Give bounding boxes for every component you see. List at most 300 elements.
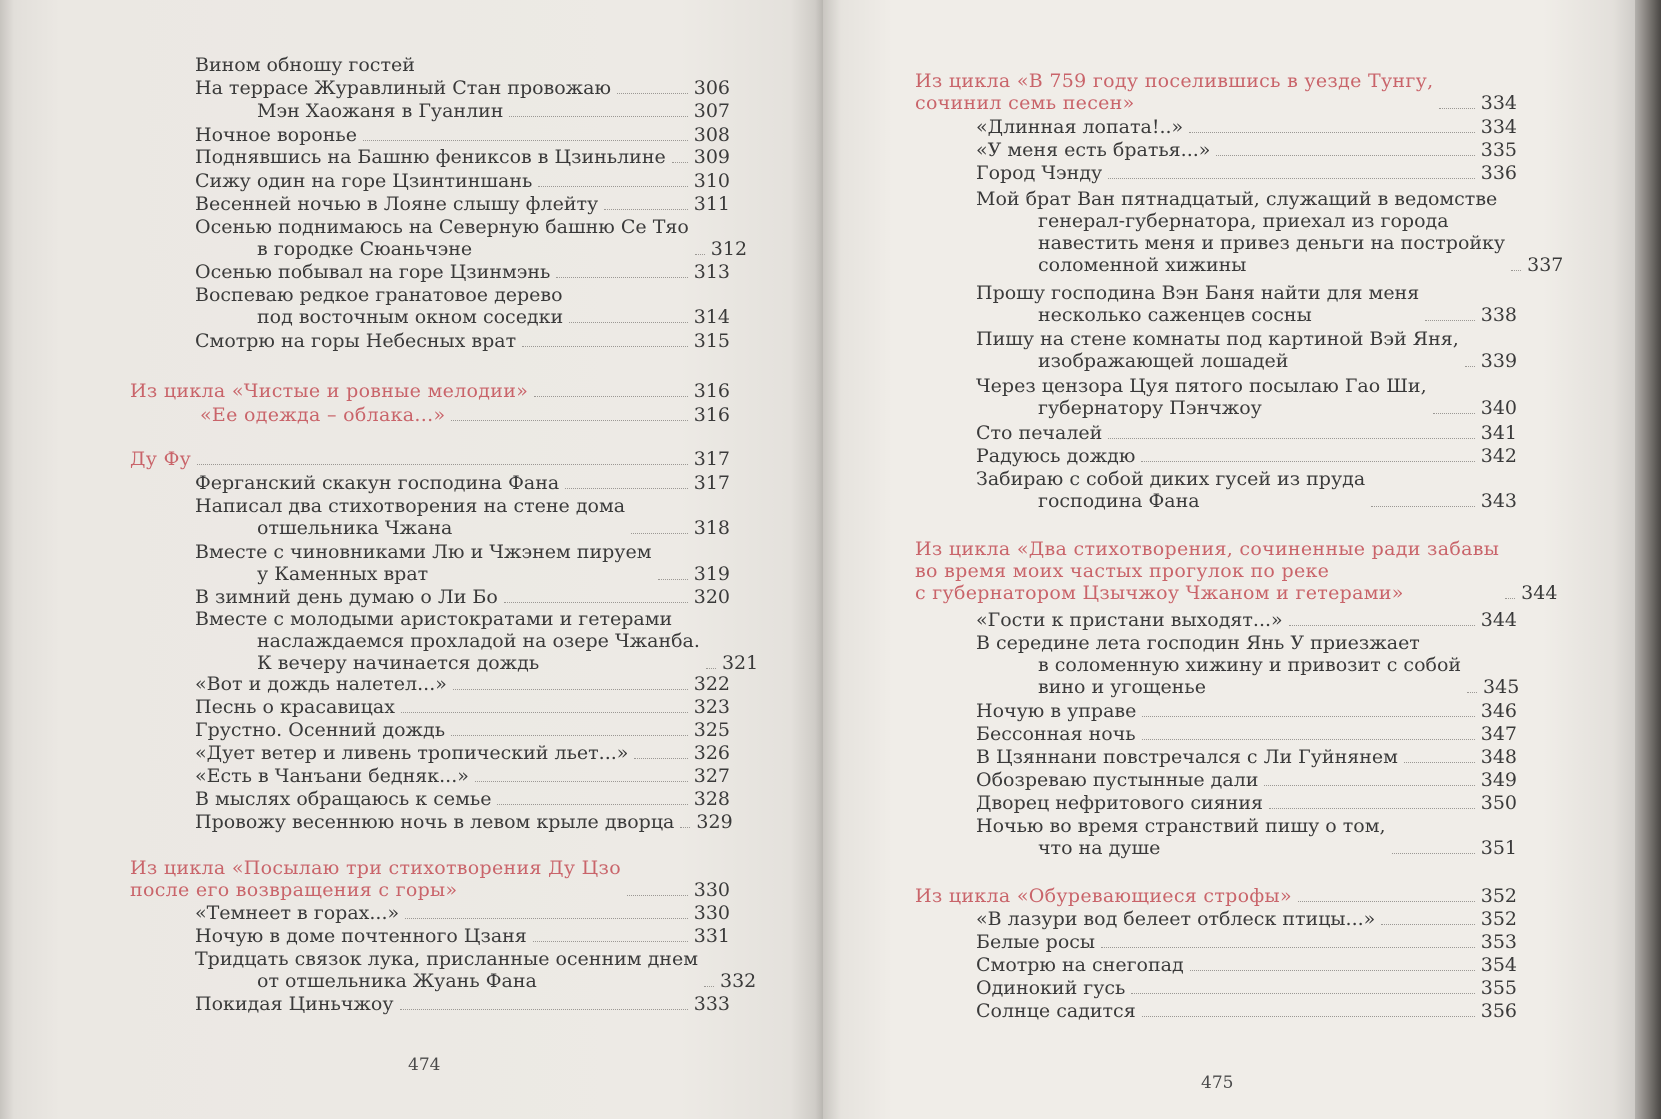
toc-entry-title bbox=[195, 495, 625, 539]
toc-entry-line: от отшельника Жуань Фана bbox=[257, 970, 537, 992]
toc-entry bbox=[976, 977, 1517, 999]
toc-entry-title bbox=[976, 977, 1125, 999]
toc-entry-line: навестить меня и привез деньги на постройку bbox=[1038, 232, 1506, 254]
toc-entry-title bbox=[195, 54, 415, 76]
dot-leader bbox=[1269, 808, 1475, 809]
toc-entry-line: В Цзяннани повстречался с Ли Гуйнянем bbox=[976, 746, 1398, 768]
toc-entry bbox=[195, 811, 733, 833]
dot-leader bbox=[538, 186, 687, 187]
toc-entry bbox=[976, 1000, 1517, 1022]
toc-entry-title bbox=[195, 765, 469, 787]
toc-entry-line: Сто печалей bbox=[976, 422, 1103, 444]
toc-entry-title bbox=[195, 673, 447, 695]
toc-entry-title bbox=[195, 993, 394, 1015]
toc-entry bbox=[976, 792, 1517, 814]
toc-entry-title bbox=[195, 541, 652, 585]
toc-entry bbox=[200, 404, 730, 426]
toc-entry-line: Из цикла «Обуревающиеся строфы» bbox=[915, 885, 1292, 907]
toc-page-number: 334 bbox=[1480, 92, 1517, 114]
toc-entry-line: В середине лета господин Янь У приезжает bbox=[976, 632, 1420, 654]
dot-leader bbox=[1433, 413, 1475, 414]
toc-entry-line: у Каменных врат bbox=[257, 563, 429, 585]
toc-page-number: 318 bbox=[693, 517, 730, 539]
dot-leader bbox=[680, 827, 690, 828]
dot-leader bbox=[565, 488, 688, 489]
toc-entry bbox=[195, 54, 730, 76]
toc-entry-line: Радуюсь дождю bbox=[976, 445, 1136, 467]
dot-leader bbox=[1190, 970, 1475, 971]
toc-entry-line: Из цикла «В 759 году поселившись в уезде Тунгу, bbox=[915, 70, 1434, 92]
toc-entry-line: Ду Фу bbox=[130, 448, 192, 470]
toc-entry bbox=[195, 993, 730, 1015]
toc-entry-line: вино и угощенье bbox=[1038, 676, 1206, 698]
dot-leader bbox=[522, 346, 688, 347]
toc-page-number: 330 bbox=[693, 902, 730, 924]
toc-entry bbox=[195, 261, 730, 283]
toc-entry-title bbox=[195, 742, 628, 764]
dot-leader bbox=[1404, 762, 1475, 763]
toc-entry-line: Из цикла «Посылаю три стихотворения Ду Цзо bbox=[130, 857, 621, 879]
dot-leader bbox=[1142, 739, 1475, 740]
dot-leader bbox=[1298, 901, 1475, 902]
toc-entry bbox=[976, 723, 1517, 745]
toc-entry-line: в соломенную хижину и привозит с собой bbox=[1038, 654, 1462, 676]
toc-entry-title bbox=[976, 445, 1135, 467]
toc-entry-line: несколько саженцев сосны bbox=[1038, 304, 1312, 326]
toc-entry bbox=[195, 948, 757, 992]
toc-page-number: 353 bbox=[1480, 931, 1517, 953]
dot-leader bbox=[1392, 853, 1475, 854]
toc-entry-line: На террасе Журавлиный Стан провожаю bbox=[195, 77, 612, 99]
toc-entry-line: изображающей лошадей bbox=[1038, 350, 1289, 372]
toc-entry-line: в городке Сюаньчэне bbox=[257, 238, 473, 260]
toc-entry-line: генерал-губернатора, приехал из города bbox=[1038, 210, 1449, 232]
toc-entry-title bbox=[195, 216, 689, 260]
page-edge-shadow bbox=[1635, 0, 1661, 1119]
toc-page-number: 315 bbox=[693, 330, 730, 352]
toc-entry bbox=[195, 77, 730, 99]
toc-entry bbox=[976, 609, 1517, 631]
toc-entry bbox=[976, 954, 1517, 976]
toc-entry-line: Солнце садится bbox=[976, 1000, 1136, 1022]
toc-entry-line: «Гости к пристани выходят...» bbox=[976, 609, 1283, 631]
dot-leader bbox=[197, 464, 688, 465]
dot-leader bbox=[604, 209, 688, 210]
toc-entry-title bbox=[976, 746, 1398, 768]
toc-entry-line: после его возвращения с горы» bbox=[130, 879, 458, 901]
toc-page-number: 321 bbox=[721, 652, 759, 674]
toc-entry-line: Мэн Хаожаня в Гуанлин bbox=[257, 100, 504, 122]
toc-entry-line: сочинил семь песен» bbox=[915, 92, 1135, 114]
toc-entry bbox=[195, 216, 748, 260]
toc-entry-line: Из цикла «Чистые и ровные мелодии» bbox=[130, 380, 529, 402]
toc-entry-line: наслаждаемся прохладой на озере Чжанба. bbox=[257, 630, 700, 652]
dot-leader bbox=[569, 322, 688, 323]
toc-entry-title bbox=[195, 948, 698, 992]
toc-page-number: 312 bbox=[710, 238, 748, 260]
toc-entry-line: Из цикла «Два стихотворения, сочиненные ради забавы bbox=[915, 538, 1500, 560]
toc-entry-title bbox=[130, 380, 528, 402]
toc-entry-title bbox=[195, 330, 516, 352]
toc-entry bbox=[976, 422, 1517, 444]
toc-entry-line: К вечеру начинается дождь bbox=[257, 652, 540, 674]
toc-entry-title bbox=[976, 700, 1136, 722]
toc-page-number: 344 bbox=[1480, 609, 1517, 631]
toc-entry bbox=[976, 445, 1517, 467]
toc-entry-line: Город Чэнду bbox=[976, 162, 1103, 184]
dot-leader bbox=[1467, 692, 1477, 693]
toc-entry-title bbox=[976, 769, 1258, 791]
toc-page-number: 308 bbox=[693, 124, 730, 146]
toc-entry-title bbox=[915, 538, 1499, 604]
dot-leader bbox=[533, 941, 688, 942]
toc-entry bbox=[976, 139, 1517, 161]
toc-page-number: 307 bbox=[693, 100, 730, 122]
toc-entry-title bbox=[976, 162, 1102, 184]
toc-entry-line: «У меня есть братья...» bbox=[976, 139, 1211, 161]
dot-leader bbox=[556, 277, 687, 278]
toc-page-number: 322 bbox=[693, 673, 730, 695]
toc-page-number: 313 bbox=[693, 261, 730, 283]
toc-entry bbox=[976, 328, 1517, 372]
toc-page-number: 337 bbox=[1527, 254, 1564, 276]
dot-leader bbox=[1216, 155, 1474, 156]
toc-entry bbox=[976, 908, 1517, 930]
toc-entry bbox=[195, 100, 730, 122]
dot-leader bbox=[1108, 178, 1475, 179]
dot-leader bbox=[363, 140, 688, 141]
toc-page-number: 328 bbox=[693, 788, 730, 810]
toc-entry-title bbox=[195, 696, 395, 718]
toc-entry bbox=[976, 746, 1517, 768]
toc-entry-line: соломенной хижины bbox=[1038, 254, 1247, 276]
toc-entry-title bbox=[976, 954, 1184, 976]
toc-entry-line: «Вот и дождь налетел...» bbox=[195, 673, 447, 695]
toc-entry bbox=[976, 815, 1517, 859]
toc-entry bbox=[195, 925, 730, 947]
toc-entry-title bbox=[976, 815, 1386, 859]
dot-leader bbox=[1289, 625, 1475, 626]
toc-section-heading bbox=[915, 538, 1558, 604]
toc-entry-title bbox=[976, 375, 1427, 419]
toc-entry-line: Бессонная ночь bbox=[976, 723, 1136, 745]
toc-entry-title bbox=[976, 908, 1375, 930]
toc-entry-line: «Темнеет в горах...» bbox=[195, 902, 400, 924]
toc-entry-line: Песнь о красавицах bbox=[195, 696, 395, 718]
toc-entry-title bbox=[130, 448, 191, 470]
toc-entry-title bbox=[976, 188, 1505, 276]
toc-entry-title bbox=[195, 261, 550, 283]
toc-entry-line: В зимний день думаю о Ли Бо bbox=[195, 586, 498, 608]
toc-entry-title bbox=[195, 902, 399, 924]
dot-leader bbox=[1425, 320, 1475, 321]
toc-entry bbox=[195, 495, 730, 539]
toc-entry bbox=[976, 700, 1517, 722]
toc-entry bbox=[195, 742, 730, 764]
toc-entry-title bbox=[195, 925, 527, 947]
toc-entry-title bbox=[195, 586, 498, 608]
toc-page-number: 352 bbox=[1480, 885, 1517, 907]
toc-entry bbox=[976, 632, 1520, 698]
toc-entry-title bbox=[195, 100, 503, 122]
dot-leader bbox=[1505, 598, 1515, 599]
toc-page-number: 341 bbox=[1480, 422, 1517, 444]
toc-page-number: 349 bbox=[1480, 769, 1517, 791]
toc-entry-line: во время моих частых прогулок по реке bbox=[915, 560, 1330, 582]
toc-entry-line: Смотрю на снегопад bbox=[976, 954, 1184, 976]
toc-entry-line: Смотрю на горы Небесных врат bbox=[195, 330, 517, 352]
toc-entry-title bbox=[976, 931, 1095, 953]
dot-leader bbox=[631, 533, 688, 534]
toc-page-number: 314 bbox=[693, 306, 730, 328]
toc-entry-title bbox=[195, 193, 598, 215]
toc-page-number: 309 bbox=[693, 146, 730, 168]
dot-leader bbox=[1264, 785, 1474, 786]
toc-entry-line: «Есть в Чанъани бедняк...» bbox=[195, 765, 469, 787]
toc-section-heading bbox=[130, 448, 730, 470]
dot-leader bbox=[634, 758, 687, 759]
toc-entry-title bbox=[976, 632, 1461, 698]
toc-entry-title bbox=[976, 1000, 1136, 1022]
toc-page-number: 325 bbox=[693, 719, 730, 741]
toc-page-number: 323 bbox=[693, 696, 730, 718]
toc-entry-line: «В лазури вод белеет отблеск птицы...» bbox=[976, 908, 1376, 930]
toc-entry-line: Ночное воронье bbox=[195, 124, 357, 146]
toc-entry-line: Поднявшись на Башню фениксов в Цзиньлине bbox=[195, 146, 666, 168]
dot-leader bbox=[1381, 924, 1474, 925]
dot-leader bbox=[704, 986, 714, 987]
toc-page-number: 348 bbox=[1480, 746, 1517, 768]
toc-page-number: 320 bbox=[693, 586, 730, 608]
toc-entry bbox=[976, 116, 1517, 138]
toc-entry-line: Дворец нефритового сияния bbox=[976, 792, 1263, 814]
toc-section-heading bbox=[915, 885, 1517, 907]
toc-entry-title bbox=[195, 608, 700, 674]
dot-leader bbox=[504, 602, 688, 603]
dot-leader bbox=[405, 918, 688, 919]
toc-entry bbox=[195, 608, 759, 674]
toc-entry-title bbox=[195, 124, 357, 146]
toc-entry-line: Пишу на стене комнаты под картиной Вэй Яня, bbox=[976, 328, 1459, 350]
toc-entry-title bbox=[200, 404, 445, 426]
toc-page-number: 336 bbox=[1480, 162, 1517, 184]
toc-entry bbox=[976, 931, 1517, 953]
dot-leader bbox=[1141, 461, 1474, 462]
toc-entry-line: «Длинная лопата!..» bbox=[976, 116, 1184, 138]
toc-entry-line: Вместе с молодыми аристократами и гетерами bbox=[195, 608, 673, 630]
toc-page-number: 332 bbox=[720, 970, 757, 992]
dot-leader bbox=[1511, 270, 1521, 271]
toc-page-number: 339 bbox=[1480, 350, 1518, 372]
toc-entry-line: Вином обношу гостей bbox=[195, 54, 415, 76]
toc-entry-line: «Дует ветер и ливень тропический льет...» bbox=[195, 742, 629, 764]
dot-leader bbox=[400, 1009, 688, 1010]
toc-page-number: 333 bbox=[693, 993, 730, 1015]
toc-entry bbox=[195, 146, 730, 168]
toc-entry bbox=[195, 788, 730, 810]
toc-page-number: 354 bbox=[1480, 954, 1517, 976]
toc-entry-title bbox=[195, 788, 491, 810]
dot-leader bbox=[1465, 366, 1475, 367]
toc-section-heading bbox=[915, 70, 1517, 114]
dot-leader bbox=[1101, 947, 1475, 948]
toc-entry-title bbox=[976, 422, 1102, 444]
toc-entry-title bbox=[195, 284, 563, 328]
toc-page-number: 326 bbox=[693, 742, 730, 764]
page-number-left: 474 bbox=[408, 1055, 441, 1075]
toc-entry-line: Через цензора Цуя пятого посылаю Гао Ши, bbox=[976, 375, 1427, 397]
toc-entry-line: Прошу господина Вэн Баня найти для меня bbox=[976, 282, 1420, 304]
toc-page-number: 343 bbox=[1480, 490, 1517, 512]
toc-page-number: 335 bbox=[1480, 139, 1517, 161]
toc-entry bbox=[195, 330, 730, 352]
toc-section-heading bbox=[130, 857, 730, 901]
toc-page-number: 345 bbox=[1483, 676, 1520, 698]
toc-page-number: 342 bbox=[1480, 445, 1517, 467]
toc-section-heading bbox=[130, 380, 730, 402]
toc-page-number: 344 bbox=[1521, 582, 1558, 604]
dot-leader bbox=[1439, 108, 1474, 109]
toc-page-number: 346 bbox=[1480, 700, 1517, 722]
left-page bbox=[0, 0, 823, 1119]
dot-leader bbox=[1142, 1016, 1475, 1017]
toc-entry bbox=[976, 162, 1517, 184]
table-of-contents-left bbox=[0, 0, 823, 1119]
dot-leader bbox=[706, 668, 716, 669]
toc-entry-line: Ночью во время странствий пишу о том, bbox=[976, 815, 1386, 837]
toc-entry-title bbox=[195, 146, 666, 168]
toc-entry-line: губернатору Пэнчжоу bbox=[1038, 397, 1262, 419]
dot-leader bbox=[617, 93, 688, 94]
toc-page-number: 338 bbox=[1480, 304, 1517, 326]
toc-entry-line: Белые росы bbox=[976, 931, 1096, 953]
toc-entry-title bbox=[130, 857, 621, 901]
toc-page-number: 316 bbox=[693, 380, 730, 402]
toc-entry-title bbox=[195, 170, 532, 192]
toc-entry-line: Ночую в доме почтенного Цзаня bbox=[195, 925, 527, 947]
toc-page-number: 316 bbox=[693, 404, 730, 426]
dot-leader bbox=[672, 162, 688, 163]
toc-page-number: 356 bbox=[1480, 1000, 1517, 1022]
toc-entry bbox=[195, 719, 730, 741]
toc-page-number: 329 bbox=[696, 811, 733, 833]
dot-leader bbox=[509, 116, 687, 117]
toc-entry-title bbox=[976, 328, 1459, 372]
table-of-contents-right bbox=[823, 0, 1635, 1119]
toc-page-number: 310 bbox=[693, 170, 730, 192]
toc-entry-line: Сижу один на горе Цзинтиншань bbox=[195, 170, 533, 192]
dot-leader bbox=[1189, 132, 1475, 133]
toc-entry-line: под восточным окном соседки bbox=[257, 306, 564, 328]
toc-entry-line: Осенью побывал на горе Цзинмэнь bbox=[195, 261, 551, 283]
toc-page-number: 319 bbox=[693, 563, 730, 585]
toc-entry bbox=[976, 468, 1517, 512]
toc-page-number: 317 bbox=[693, 448, 730, 470]
toc-entry bbox=[976, 375, 1517, 419]
toc-entry-title bbox=[195, 719, 445, 741]
right-page bbox=[823, 0, 1635, 1119]
toc-entry-title bbox=[915, 70, 1433, 114]
dot-leader bbox=[627, 895, 688, 896]
toc-page-number: 330 bbox=[693, 879, 730, 901]
toc-entry-line: с губернатором Цзычжоу Чжаном и гетерами» bbox=[915, 582, 1404, 604]
toc-entry-title bbox=[976, 792, 1263, 814]
toc-entry-title bbox=[976, 282, 1419, 326]
dot-leader bbox=[1371, 506, 1475, 507]
toc-page-number: 351 bbox=[1480, 837, 1517, 859]
toc-page-number: 317 bbox=[693, 472, 730, 494]
toc-entry bbox=[195, 124, 730, 146]
dot-leader bbox=[534, 396, 688, 397]
toc-entry bbox=[195, 170, 730, 192]
toc-page-number: 355 bbox=[1480, 977, 1517, 999]
dot-leader bbox=[1131, 993, 1474, 994]
toc-entry-line: Тридцать связок лука, присланные осенним днем bbox=[195, 948, 698, 970]
dot-leader bbox=[453, 689, 688, 690]
toc-entry-title bbox=[976, 139, 1210, 161]
toc-entry-line: Грустно. Осенний дождь bbox=[195, 719, 446, 741]
toc-entry bbox=[195, 765, 730, 787]
toc-entry-line: Написал два стихотворения на стене дома bbox=[195, 495, 626, 517]
toc-page-number: 347 bbox=[1480, 723, 1517, 745]
toc-entry-line: Воспеваю редкое гранатовое дерево bbox=[195, 284, 563, 306]
toc-entry bbox=[195, 541, 730, 585]
toc-page-number: 340 bbox=[1480, 397, 1517, 419]
toc-page-number: 311 bbox=[693, 193, 730, 215]
toc-entry-title bbox=[195, 77, 611, 99]
toc-entry bbox=[976, 769, 1517, 791]
toc-entry-line: Мой брат Ван пятнадцатый, служащий в ведомстве bbox=[976, 188, 1498, 210]
toc-entry-title bbox=[976, 468, 1365, 512]
toc-entry-line: господина Фана bbox=[1038, 490, 1200, 512]
dot-leader bbox=[658, 579, 688, 580]
toc-entry-line: «Ее одежда – облака...» bbox=[200, 404, 446, 426]
toc-entry-line: Обозреваю пустынные дали bbox=[976, 769, 1259, 791]
toc-entry bbox=[195, 902, 730, 924]
dot-leader bbox=[451, 420, 687, 421]
toc-entry-line: Ночую в управе bbox=[976, 700, 1137, 722]
toc-page-number: 327 bbox=[693, 765, 730, 787]
toc-entry bbox=[976, 188, 1564, 276]
page-number-right: 475 bbox=[1201, 1073, 1234, 1093]
toc-entry-line: Весенней ночью в Лояне слышу флейту bbox=[195, 193, 599, 215]
toc-entry bbox=[195, 673, 730, 695]
toc-entry-line: Провожу весеннюю ночь в левом крыле дворца bbox=[195, 811, 675, 833]
toc-entry bbox=[195, 472, 730, 494]
dot-leader bbox=[451, 735, 688, 736]
toc-page-number: 350 bbox=[1480, 792, 1517, 814]
toc-entry bbox=[195, 193, 730, 215]
toc-entry-line: Ферганский скакун господина Фана bbox=[195, 472, 560, 494]
toc-page-number: 352 bbox=[1480, 908, 1517, 930]
toc-entry bbox=[195, 696, 730, 718]
dot-leader bbox=[401, 712, 688, 713]
toc-entry-line: что на душе bbox=[1038, 837, 1161, 859]
toc-page-number: 331 bbox=[693, 925, 730, 947]
dot-leader bbox=[1142, 716, 1474, 717]
toc-page-number: 334 bbox=[1480, 116, 1517, 138]
dot-leader bbox=[695, 254, 705, 255]
toc-entry-line: Вместе с чиновниками Лю и Чжэнем пируем bbox=[195, 541, 652, 563]
toc-entry-title bbox=[976, 609, 1283, 631]
toc-page-number: 306 bbox=[693, 77, 730, 99]
toc-entry-line: В мыслях обращаюсь к семье bbox=[195, 788, 492, 810]
toc-entry-line: Одинокий гусь bbox=[976, 977, 1126, 999]
toc-entry bbox=[195, 586, 730, 608]
toc-entry-title bbox=[195, 472, 559, 494]
toc-entry-line: Осенью поднимаюсь на Северную башню Се Тяо bbox=[195, 216, 689, 238]
toc-entry bbox=[976, 282, 1517, 326]
